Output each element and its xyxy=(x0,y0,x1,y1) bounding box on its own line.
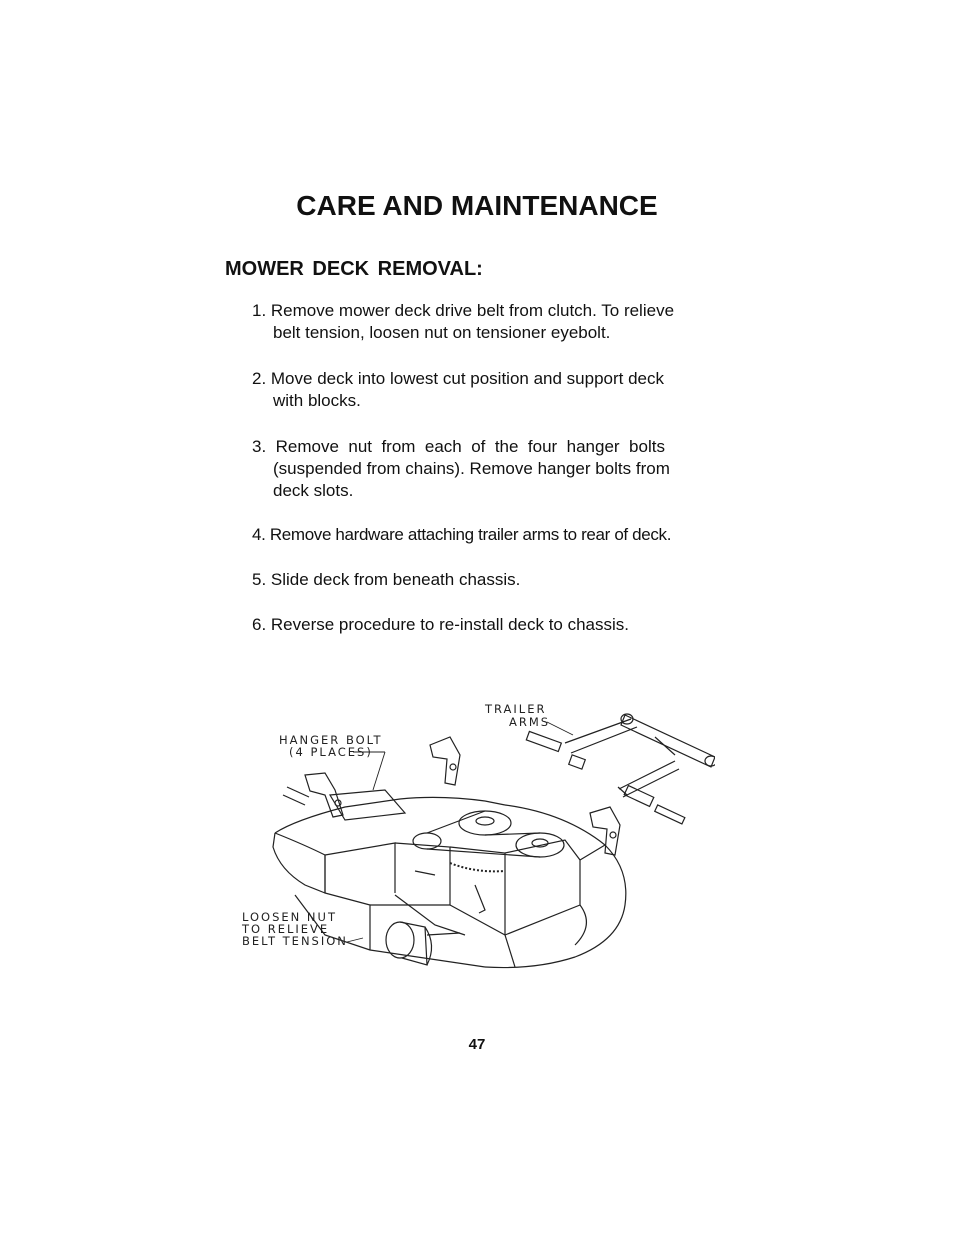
page-title: CARE AND MAINTENANCE xyxy=(296,190,658,221)
step-3-line-1: 3. Remove nut from each of the four hanger bolts xyxy=(252,437,665,456)
pulley-belt-drawing xyxy=(413,811,564,875)
section-heading: MOWER DECK REMOVAL: xyxy=(225,258,483,280)
step-5 xyxy=(252,569,520,591)
step-3-line-2: (suspended from chains). Remove hanger bolts from xyxy=(273,459,670,478)
callout-loosen-nut-line-2: TO RELIEVE xyxy=(242,922,330,936)
callout-hanger-bolt-line-1: HANGER BOLT xyxy=(279,733,383,747)
gauge-wheel-drawing xyxy=(386,922,460,965)
mower-deck-diagram xyxy=(235,695,715,980)
step-3-line-3: deck slots. xyxy=(273,481,354,500)
step-2 xyxy=(252,368,664,412)
callout-trailer-arms-line-2: ARMS xyxy=(509,715,551,729)
callout-hanger-bolt-line-2: (4 PLACES) xyxy=(289,745,373,759)
step-2-line-1: 2. Move deck into lowest cut position and support deck xyxy=(252,369,665,388)
callout-loosen-nut-line-3: BELT TENSION xyxy=(242,934,348,948)
page-number: 47 xyxy=(468,1036,486,1053)
step-1-line-2: belt tension, loosen nut on tensioner eyebolt. xyxy=(273,323,611,342)
step-2-line-2: with blocks. xyxy=(273,391,361,410)
callout-loosen-nut-line-1: LOOSEN NUT xyxy=(242,910,337,924)
step-3 xyxy=(252,436,670,502)
step-1-line-1: 1. Remove mower deck drive belt from clutch. To relieve xyxy=(252,301,675,320)
step-6 xyxy=(252,614,629,636)
step-4-line-1: 4. Remove hardware attaching trailer arms to rear of deck. xyxy=(252,525,672,544)
step-5-line-1: 5. Slide deck from beneath chassis. xyxy=(252,570,521,589)
step-4 xyxy=(252,524,671,546)
trailer-arms-drawing xyxy=(526,714,715,824)
step-1 xyxy=(252,300,674,344)
callout-trailer-arms-line-1: TRAILER xyxy=(485,702,547,716)
step-6-line-1: 6. Reverse procedure to re-install deck to chassis. xyxy=(252,615,630,634)
